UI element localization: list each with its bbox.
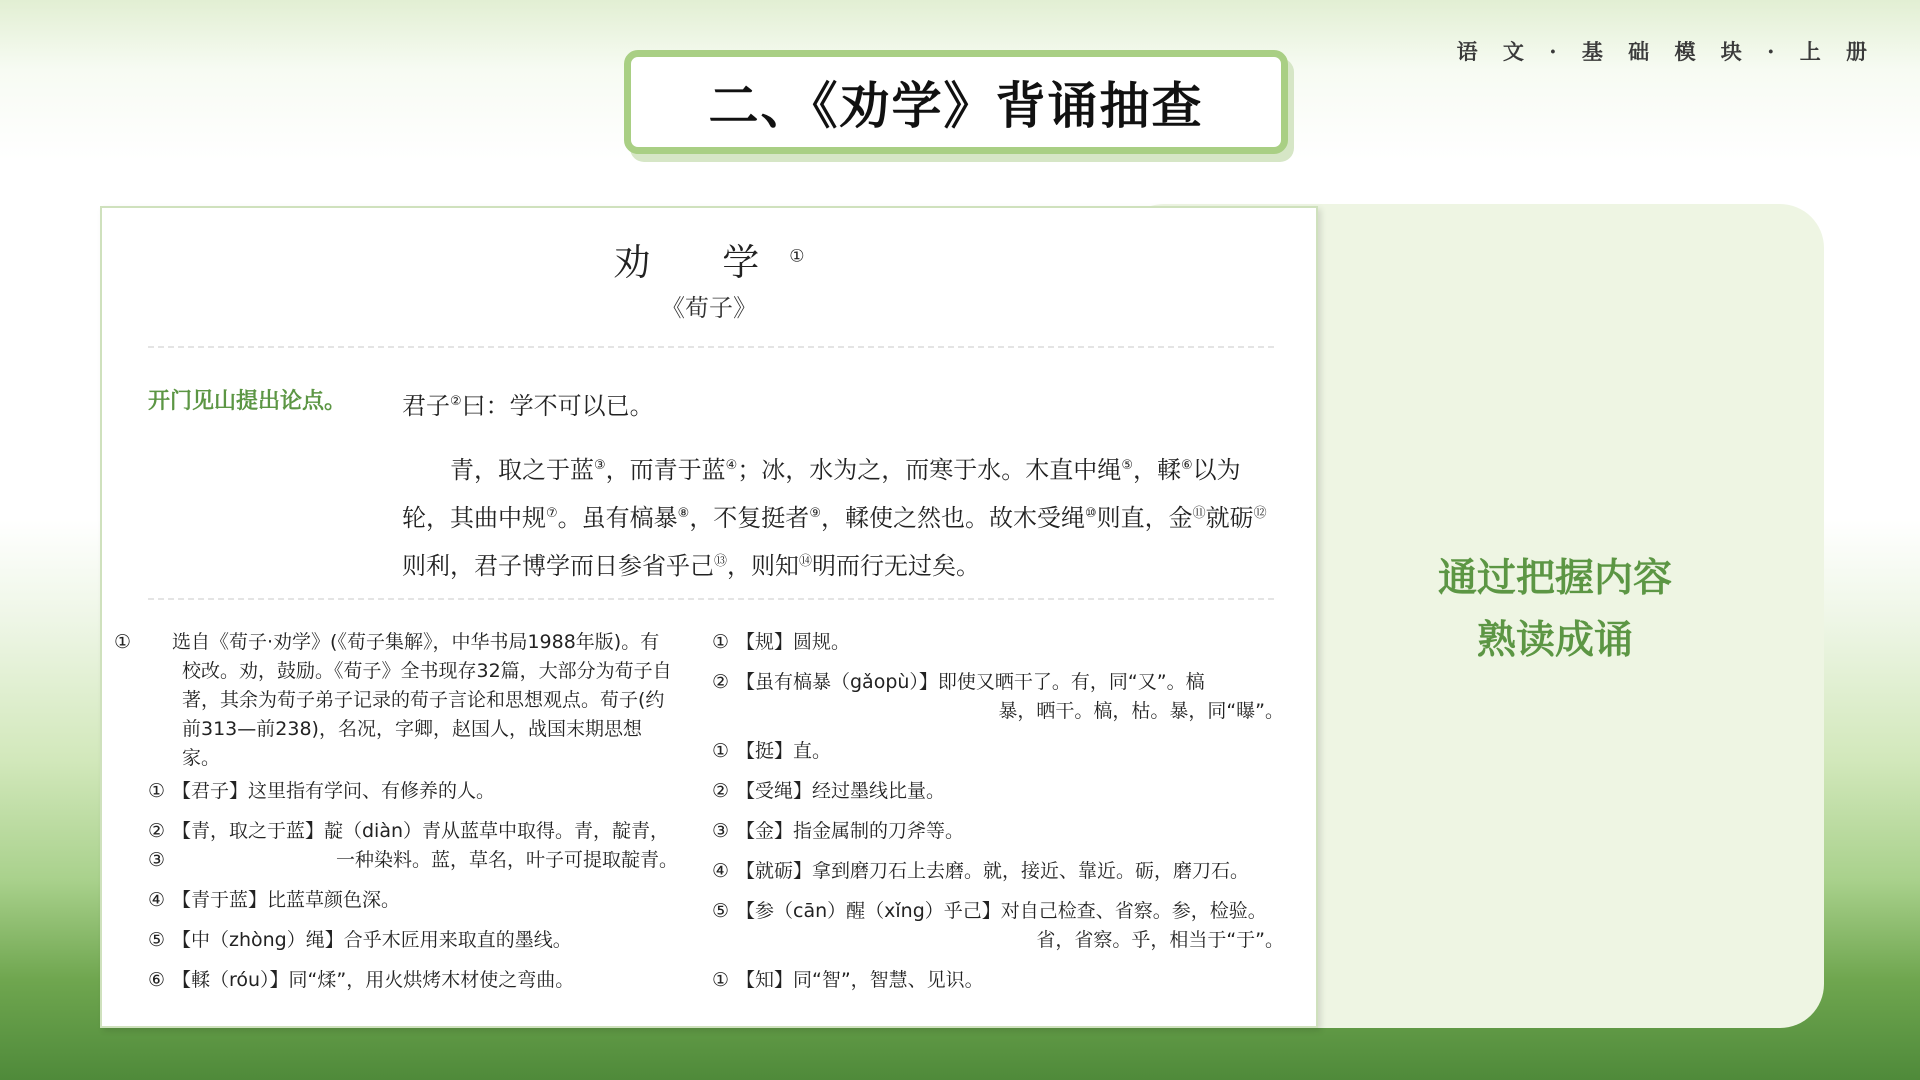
footnote-number: ③ — [712, 820, 730, 842]
document-title-footnote-mark: ① — [789, 246, 805, 267]
p2-mark: ⑭ — [799, 554, 813, 569]
p2-seg: ，而青于蓝 — [605, 456, 726, 484]
footnote-number: ⑤ — [712, 900, 730, 922]
footnote-number: ② — [712, 671, 730, 693]
footnote-text: 【知】同“智”，智慧、见识。 — [736, 969, 984, 991]
text-document — [100, 206, 1318, 1028]
footnote-text: 【金】指金属制的刀斧等。 — [736, 820, 965, 842]
footnote-number: ① — [148, 780, 166, 802]
p1-note-mark: ② — [450, 394, 462, 409]
p2-seg: 青，取之于蓝 — [450, 456, 594, 484]
footnote — [712, 777, 1284, 806]
footnote-number: ① — [712, 631, 730, 653]
footnote-number: ⑥ — [148, 969, 166, 991]
footnote-number: ④ — [712, 860, 730, 882]
footnote — [712, 857, 1284, 886]
document-title-text: 劝 学 — [613, 241, 790, 284]
footnote-text-continued: 一种染料。蓝，草名，叶子可提取靛青。 — [335, 849, 678, 871]
p2-mark: ③ — [594, 458, 606, 473]
p2-seg: ，輮 — [1132, 456, 1181, 484]
bottom-divider — [148, 598, 1274, 600]
footnote-text: 【挺】直。 — [736, 740, 832, 762]
p2-seg: 。虽有槁暴 — [557, 504, 678, 532]
side-panel-text — [1370, 548, 1740, 672]
footnote-number: ② — [712, 780, 730, 802]
footnote-text-continued: 省，省察。乎，相当于“于”。 — [1036, 929, 1284, 951]
p2-seg: 以为轮，其曲中规 — [402, 456, 1241, 532]
p2-mark: ④ — [725, 458, 738, 473]
footnote-text: 【中（zhòng）绳】合乎木匠用来取直的墨线。 — [172, 929, 572, 951]
side-panel-line-1: 通过把握内容 — [1437, 556, 1672, 601]
footnote-text: 【虽有槁暴（gǎopù）】即使又晒干了。有，同“又”。槁 — [736, 671, 1205, 693]
footnote — [148, 926, 678, 955]
p1-text-b: 曰：学不可以已。 — [461, 392, 654, 420]
slide-title: 二、《劝学》背诵抽查 — [708, 76, 1204, 135]
footnote — [148, 777, 678, 806]
document-author: 《荀子》 — [661, 294, 757, 322]
p2-mark: ⑪ — [1192, 506, 1206, 521]
footnote-number: ⑤ — [148, 929, 166, 951]
footnote-text: 【青于蓝】比蓝草颜色深。 — [172, 889, 401, 911]
document-title — [102, 232, 1316, 286]
footnote-text-continued: 暴，晒干。槁，枯。暴，同“曝”。 — [998, 700, 1284, 722]
footnote-number: ① — [712, 740, 730, 762]
p2-seg: 明而行无过矣。 — [812, 552, 981, 580]
footnote — [148, 817, 678, 875]
footnote-text: 【规】圆规。 — [736, 631, 851, 653]
p2-seg: 则利，君子博学而日参省乎己 — [402, 552, 714, 580]
footnote-number: ① — [712, 969, 730, 991]
p2-mark: ⑦ — [546, 506, 558, 521]
p2-seg: 则直，金 — [1096, 504, 1193, 532]
paragraph-1 — [402, 380, 1274, 428]
p2-seg: ，輮使之然也。故木受绳 — [820, 504, 1085, 532]
p2-mark: ⑧ — [677, 506, 690, 521]
footnote — [712, 897, 1284, 955]
slide-title-box — [624, 50, 1288, 154]
footnote-number: ② — [148, 820, 166, 842]
p2-seg: ；冰，水为之，而寒于水。木直中绳 — [737, 456, 1122, 484]
side-annotation: 开门见山提出论点。 — [148, 389, 347, 414]
p2-seg: ，不复挺者 — [689, 504, 810, 532]
footnote-text: 【受绳】经过墨线比量。 — [736, 780, 946, 802]
footnote — [712, 628, 1284, 657]
p2-seg: 就砺 — [1205, 504, 1254, 532]
footnote-text: 选自《荀子·劝学》(《荀子集解》，中华书局1988年版)。有校改。劝，鼓励。《荀子》全书现存32篇，大部分为荀子自著，其余为荀子弟子记录的荀子言论和思想观点。荀子(约前313—前238)，名况，字卿，赵国人，战国末期思想家。 — [172, 631, 672, 769]
footnote — [712, 966, 1284, 995]
footnote — [712, 668, 1284, 726]
paragraph-2 — [402, 444, 1274, 588]
footnote-text: 【参（cān）醒（xǐng）乎己】对自己检查、省察。参，检验。 — [736, 900, 1267, 922]
footnote-number: ④ — [148, 889, 166, 911]
p2-mark: ⑥ — [1180, 458, 1193, 473]
p2-seg: ，则知 — [727, 552, 800, 580]
footnote-number: ① — [114, 631, 132, 653]
p2-mark: ⑫ — [1253, 506, 1267, 521]
footnote-text: 【輮（róu）】同“煣”，用火烘烤木材使之弯曲。 — [172, 969, 575, 991]
notes-right-column — [712, 628, 1284, 1006]
footnote — [148, 966, 678, 995]
footnote-text: 【青，取之于蓝】靛（diàn）青从蓝草中取得。青，靛青， — [172, 820, 670, 842]
notes-left-column — [114, 628, 678, 1006]
footnote — [148, 886, 678, 915]
footnote — [712, 817, 1284, 846]
top-divider — [148, 346, 1274, 348]
p2-mark: ⑤ — [1121, 458, 1133, 473]
p2-mark: ⑬ — [714, 554, 728, 569]
p2-mark: ⑩ — [1084, 506, 1097, 521]
footnote-text: 【就砺】拿到磨刀石上去磨。就，接近、靠近。砺，磨刀石。 — [736, 860, 1250, 882]
course-label: 语 文 · 基 础 模 块 · 上 册 — [1456, 39, 1876, 64]
footnote-number: ③ — [148, 849, 166, 871]
side-panel-line-2: 熟读成诵 — [1476, 618, 1633, 663]
p2-mark: ⑨ — [809, 506, 821, 521]
footnote — [712, 737, 1284, 766]
footnote — [114, 628, 678, 773]
p1-text-a: 君子 — [402, 392, 450, 420]
footnote-text: 【君子】这里指有学问、有修养的人。 — [172, 780, 496, 802]
